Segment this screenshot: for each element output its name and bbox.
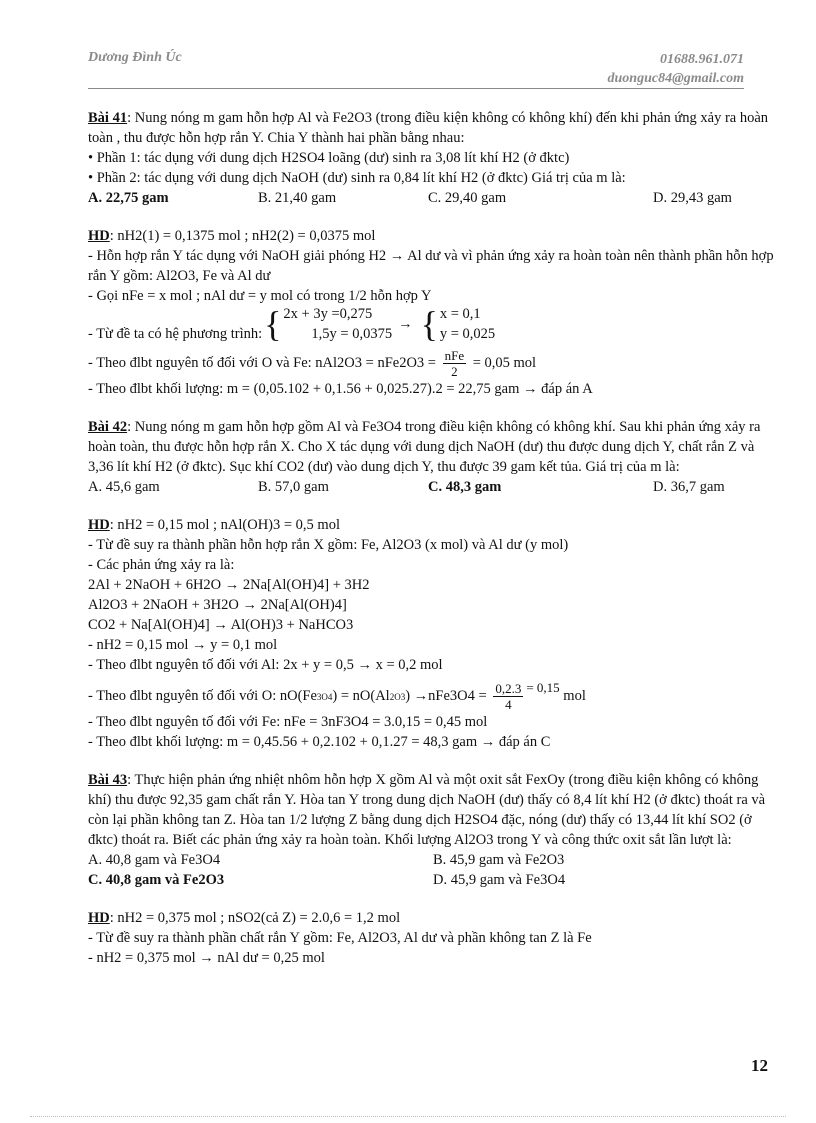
solution-line: - Gọi nFe = x mol ; nAl dư = y mol có trong 1/2 hỗn hợp Y [88, 288, 432, 304]
solution-label: HD [88, 517, 110, 533]
footer-rule [30, 1116, 786, 1117]
solution-label: HD [88, 228, 110, 244]
option-d: D. 29,43 gam [653, 190, 732, 206]
header-email: duonguc84@gmail.com [607, 71, 744, 86]
solution-line: - Từ đề suy ra thành phần chất rắn Y gồm: Fe, Al2O3, Al dư và phần không tan Z là Fe [88, 930, 592, 946]
question-label: Bài 41 [88, 110, 128, 126]
question-text: : Nung nóng m gam hỗn hợp gồm Al và Fe3O4 trong điều kiện không có không khí. Sau khi phản ứng xảy ra hoàn toàn, thu được hỗn hợp rắn X. Cho X tác dụng với dung dịch NaOH (dư) thu được dung dịch Y, chất rắn Z và 3,36 lít khí H2 (ở đktc). Sục khí CO2 (dư) vào dung dịch Y, thu được 39 gam kết tủa. Giá trị của m là: [88, 419, 761, 475]
option-d: D. 45,9 gam và Fe3O4 [433, 872, 566, 888]
question-text: : Thực hiện phản ứng nhiệt nhôm hỗn hợp X gồm Al và một oxit sắt FexOy (trong điều kiện không có không khí) thu được 92,35 gam chất rắn Y. Hòa tan Y trong dung dịch NaOH (dư) thấy có 8,4 lít khí H2 (ở đktc) thoát ra và còn lại phần không tan Z. Hòa tan 1/2 lượng Z bằng dung dịch H2SO4 đặc, nóng (dư) thấy có 13,44 lít khí SO2 (ở đktc) thoát ra. Biết các phản ứng xảy ra hoàn toàn. Khối lượng Al2O3 trong Y và công thức oxit sắt lần lượt là: [88, 772, 766, 848]
option-c: C. 40,8 gam và Fe2O3 [88, 872, 225, 888]
solution-label: HD [88, 910, 110, 926]
solution-line: - Theo đlbt khối lượng: m = 0,45.56 + 0,2.102 + 0,1.27 = 48,3 gam → đáp án C [88, 734, 551, 750]
fraction: $\frac{0,2.3}{4}$ [495, 681, 522, 712]
question-label: Bài 42 [88, 419, 128, 435]
option-b: B. 45,9 gam và Fe2O3 [433, 852, 565, 868]
option-a: A. 45,6 gam [88, 479, 160, 495]
question-43 [88, 770, 778, 850]
solution-line: - Các phản ứng xảy ra là: [88, 557, 235, 573]
question-42 [88, 417, 778, 477]
solution-line: - Hỗn hợp rắn Y tác dụng với NaOH giải phóng H2 → Al dư và vì phản ứng xảy ra hoàn toàn nên thành phần hỗn hợp rắn Y gồm: Al2O3, Fe và Al dư [88, 248, 774, 284]
question-line: • Phần 2: tác dụng với dung dịch NaOH (dư) sinh ra 0,84 lít khí H2 (ở đktc) Giá trị của m là: [88, 170, 626, 186]
solution-43-line: HD: nH2 = 0,375 mol ; nSO2(cả Z) = 2.0,6 = 1,2 mol [88, 910, 401, 926]
solution-line: - nH2 = 0,375 mol → nAl dư = 0,25 mol [88, 950, 325, 966]
fraction: $\frac{\text{nFe}}{2}$ [444, 348, 465, 379]
solution-line: - Từ đề suy ra thành phần hỗn hợp rắn X gồm: Fe, Al2O3 (x mol) và Al dư (y mol) [88, 537, 569, 553]
option-a: A. 40,8 gam và Fe3O4 [88, 852, 221, 868]
page-number: 12 [751, 1056, 768, 1075]
option-c: C. 29,40 gam [428, 190, 507, 206]
solution-line: - nH2 = 0,15 mol → y = 0,1 mol [88, 637, 278, 653]
option-b: B. 57,0 gam [258, 479, 329, 495]
solution-line: - Theo đlbt nguyên tố đối với O và Fe: nAl2O3 = nFe2O3 = $\frac{\text{nFe}}{2}$ = 0,05 mol [88, 348, 537, 379]
brace-icon: { [420, 304, 438, 344]
page-content [88, 108, 778, 968]
solution-line: - Theo đlbt nguyên tố đối với Fe: nFe = 3nF3O4 = 3.0,15 = 0,45 mol [88, 714, 488, 730]
question-line: • Phần 1: tác dụng với dung dịch H2SO4 loãng (dư) sinh ra 3,08 lít khí H2 (ở đktc) [88, 150, 570, 166]
header-contact [608, 50, 745, 88]
option-a: A. 22,75 gam [88, 190, 169, 206]
header-rule [88, 88, 744, 89]
option-c: C. 48,3 gam [428, 479, 502, 495]
solution-42-line: HD: nH2 = 0,15 mol ; nAl(OH)3 = 0,5 mol [88, 517, 340, 533]
header-author: Dương Đình Úc [88, 50, 182, 65]
answer-options [88, 477, 778, 497]
brace-icon: { [264, 304, 282, 344]
question-41 [88, 108, 778, 148]
question-label: Bài 43 [88, 772, 128, 788]
solution-line: - Theo đlbt nguyên tố đối với Al: 2x + y = 0,5 → x = 0,2 mol [88, 657, 443, 673]
header-phone: 01688.961.071 [660, 52, 744, 67]
answer-options [88, 188, 778, 208]
option-d: D. 36,7 gam [653, 479, 725, 495]
reaction-equation: CO2 + Na[Al(OH)4] → Al(OH)3 + NaHCO3 [88, 617, 354, 633]
option-b: B. 21,40 gam [258, 190, 337, 206]
answer-options [88, 870, 778, 890]
answer-options [88, 850, 778, 870]
reaction-equation: 2Al + 2NaOH + 6H2O → 2Na[Al(OH)4] + 3H2 [88, 577, 370, 593]
solution-line: - Theo đlbt nguyên tố đối với O: nO(Fe3O4) = nO(Al2O3) →nFe3O4 = $\frac{0,2.3}{4}$ = 0,15 mol [88, 679, 586, 712]
solution-line: - Theo đlbt khối lượng: m = (0,05.102 + 0,1.56 + 0,025.27).2 = 22,75 gam → đáp án A [88, 381, 593, 397]
solution-41-line: HD: nH2(1) = 0,1375 mol ; nH2(2) = 0,0375 mol [88, 228, 376, 244]
question-text: : Nung nóng m gam hỗn hợp Al và Fe2O3 (trong điều kiện không có không khí) đến khi phản ứng xảy ra hoàn toàn , thu được hỗn hợp rắn Y. Chia Y thành hai phần bằng nhau: [88, 110, 769, 146]
reaction-equation: Al2O3 + 2NaOH + 3H2O → 2Na[Al(OH)4] [88, 597, 347, 613]
equation-system: - Từ đề ta có hệ phương trình: { 2x + 3y =0,275 1,5y = 0,0375 → { x = 0,1 y = 0,025 [88, 304, 496, 344]
